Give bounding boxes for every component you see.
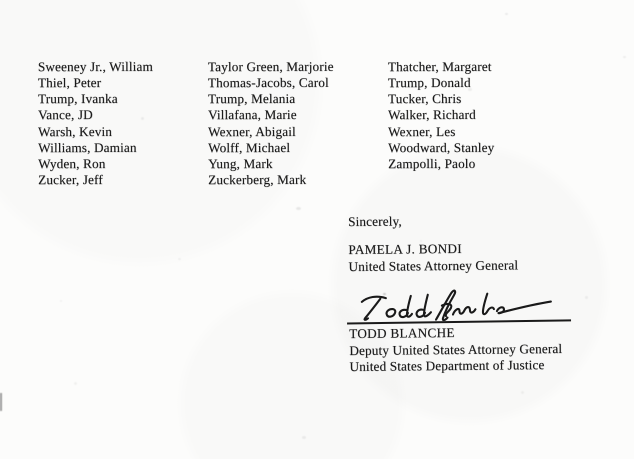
recipient-name: Trump, Melania [207,91,296,107]
signer-name: PAMELA J. BONDI [348,240,462,257]
cosigner-name: TODD BLANCHE [349,324,455,341]
recipient-column-3 [388,59,495,172]
recipient-name: Trump, Donald [387,75,471,91]
cosigner-title: Deputy United States Attorney General [349,340,563,358]
recipient-name: Zampolli, Paolo [388,155,476,172]
scan-speck [505,13,508,15]
recipient-name: Yung, Mark [208,155,273,172]
recipient-name: Wyden, Ron [38,155,106,172]
recipient-name: Zucker, Jeff [38,172,103,188]
recipient-name: Thiel, Peter [37,75,102,91]
recipient-name: Villafana, Marie [207,107,297,123]
signer-title: United States Attorney General [348,257,519,274]
scan-speck [60,300,62,302]
recipient-name: Tucker, Chris [387,91,462,107]
salutation: Sincerely, [348,213,402,229]
recipient-name: Thomas-Jacobs, Carol [207,75,329,91]
recipient-name: Wexner, Abigail [208,123,296,139]
recipient-name: Vance, JD [37,107,93,123]
recipient-name: Sweeney Jr., William [37,58,153,75]
cosigner-org: United States Department of Justice [349,357,545,374]
scan-speck [302,436,306,439]
scan-speck [521,391,524,394]
signature-block [348,211,610,383]
recipient-name: Walker, Richard [387,107,476,123]
recipient-name: Williams, Damian [38,139,137,155]
recipient-name: Zuckerberg, Mark [208,172,307,188]
scan-edge-artifact [0,393,5,411]
recipient-column-1 [38,59,153,189]
scan-speck [178,258,181,260]
recipient-name: Thatcher, Margaret [387,58,492,75]
recipient-name: Woodward, Stanley [388,139,495,155]
recipient-name: Warsh, Kevin [38,123,113,139]
scan-speck [623,56,626,58]
recipient-column-2 [208,59,334,189]
scan-speck [296,207,301,210]
recipient-name: Taylor Green, Marjorie [207,58,334,75]
recipient-name: Wexner, Les [388,123,456,139]
recipient-name: Wolff, Michael [208,139,291,155]
recipient-name: Trump, Ivanka [37,91,118,107]
scan-speck [74,382,77,385]
